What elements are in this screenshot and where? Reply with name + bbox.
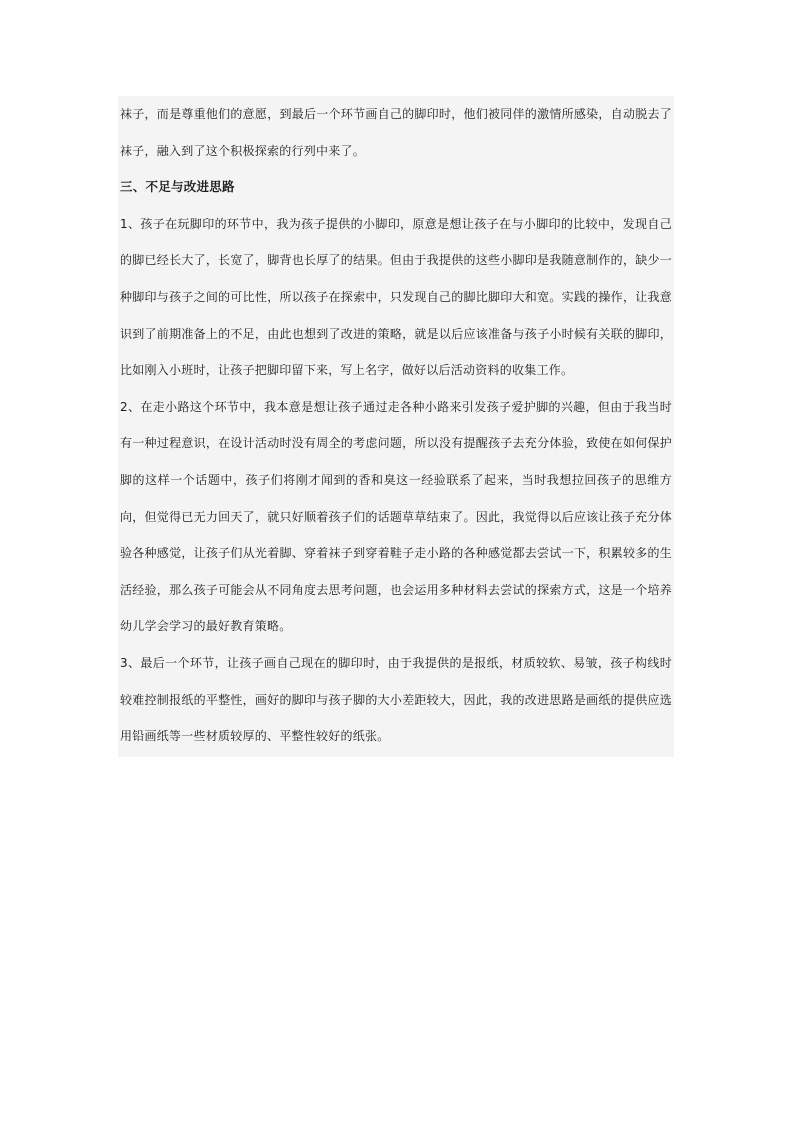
paragraph-item-1: 1、孩子在玩脚印的环节中，我为孩子提供的小脚印，原意是想让孩子在与小脚印的比较中，发现自己的脚已经长大了，长宽了，脚背也长厚了的结果。但由于我提供的这些小脚印是我随意制作的，缺少一种脚印与孩子之间的可比性，所以孩子在探索中，只发现自己的脚比脚印大和宽。实践的操作，让我意识到了前期准备上的不足，由此也想到了改进的策略，就是以后应该准备与孩子小时候有关联的脚印，比如刚入小班时，让孩子把脚印留下来，写上名字，做好以后活动资料的收集工作。 [120, 216, 672, 378]
paragraph-item-2: 2、在走小路这个环节中，我本意是想让孩子通过走各种小路来引发孩子爱护脚的兴趣，但由于我当时有一种过程意识，在设计活动时没有周全的考虑问题，所以没有提醒孩子去充分体验，致使在如何保护脚的这样一个话题中，孩子们将刚才闻到的香和臭这一经验联系了起来，当时我想拉回孩子的思维方向，但觉得已无力回天了，就只好顺着孩子们的话题草草结束了。因此，我觉得以后应该让孩子充分体验各种感觉，让孩子们从光着脚、穿着袜子到穿着鞋子走小路的各种感觉都去尝试一下，积累较多的生活经验，那么孩子可能会从不同角度去思考问题，也会运用多种材料去尝试的探索方式，这是一个培养幼儿学会学习的最好教育策略。 [120, 399, 672, 634]
paragraph-item-3: 3、最后一个环节，让孩子画自己现在的脚印时，由于我提供的是报纸，材质较软、易皱，孩子构线时较难控制报纸的平整性，画好的脚印与孩子脚的大小差距较大，因此，我的改进思路是画纸的提供应选用铅画纸等一些材质较厚的、平整性较好的纸张。 [120, 655, 672, 744]
document-text-block [118, 96, 674, 757]
paragraph-continuation: 袜子，而是尊重他们的意愿，到最后一个环节画自己的脚印时，他们被同伴的激情所感染，自动脱去了袜子，融入到了这个积极探索的行列中来了。 [120, 107, 672, 158]
section-heading: 三、不足与改进思路 [120, 179, 235, 195]
